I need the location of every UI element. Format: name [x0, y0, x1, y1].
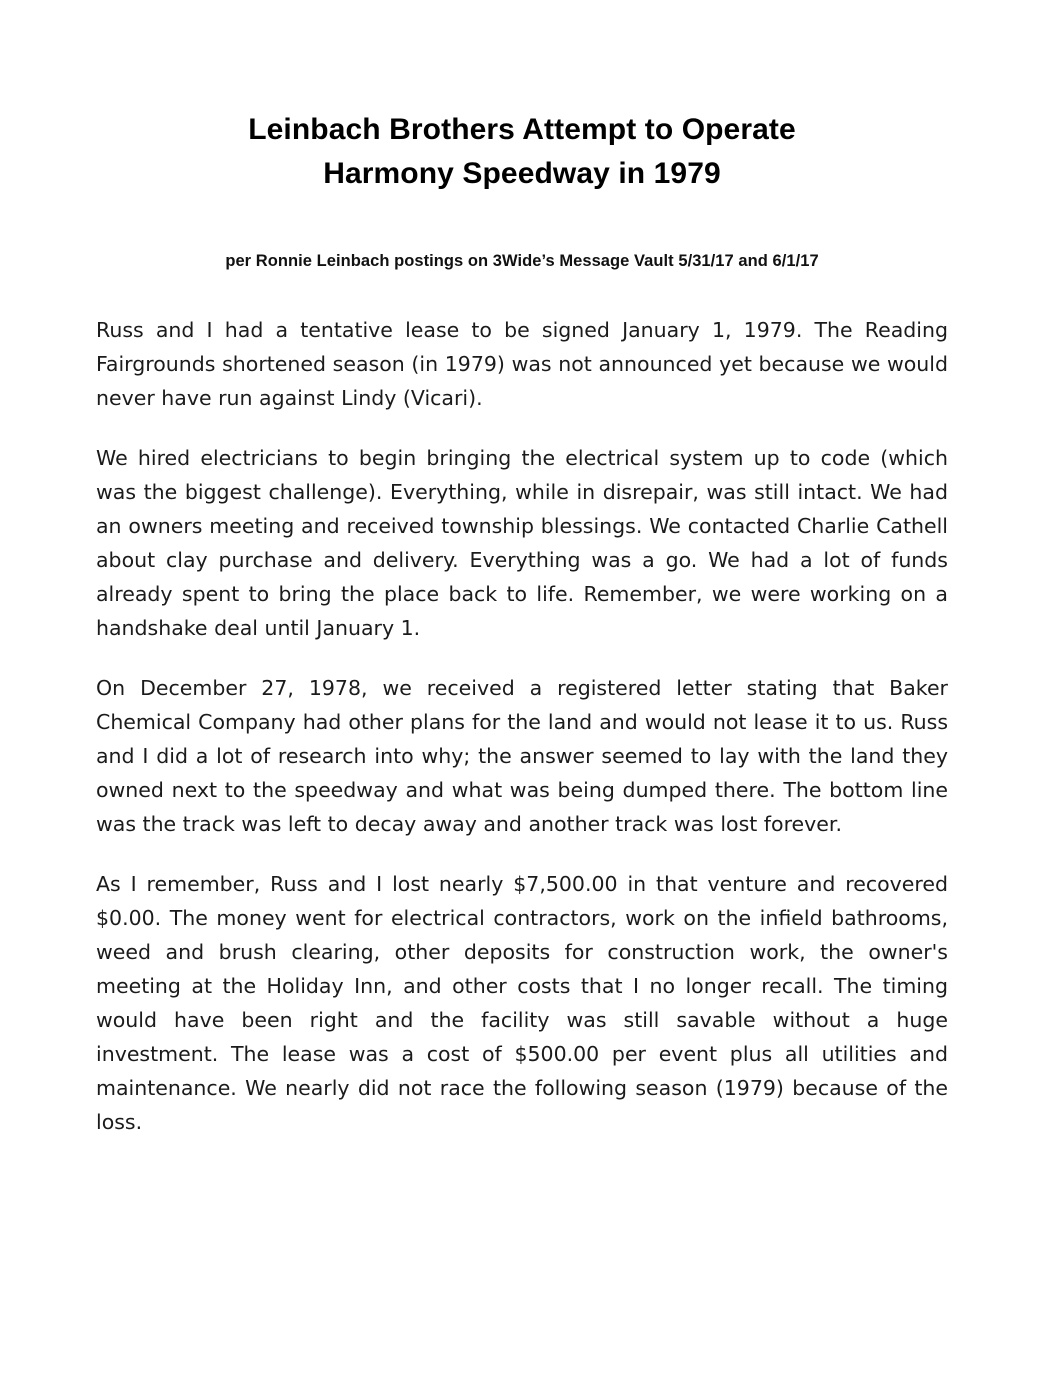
title-line-2: Harmony Speedway in 1979 — [323, 157, 721, 190]
body-paragraph: On December 27, 1978, we received a registered letter stating that Baker Chemical Company had other plans for the land and would not lease it to us. Russ and I did a lot of research into why; the answer seemed to lay with the land they owned next to the speedway and what was being dumped there. The bottom line was the track was left to decay away and another track was lost forever. — [96, 676, 948, 836]
page-title — [0, 108, 1044, 196]
body-paragraph: As I remember, Russ and I lost nearly $7,500.00 in that venture and recovered $0.00. The money went for electrical contractors, work on the infield bathrooms, weed and brush clearing, other deposits for construction work, the owner's meeting at the Holiday Inn, and other costs that I no longer recall. The timing would have been right and the facility was still savable without a huge investment. The lease was a cost of $500.00 per event plus all utilities and maintenance. We nearly did not race the following season (1979) because of the loss. — [96, 872, 948, 1134]
body-paragraph: We hired electricians to begin bringing the electrical system up to code (which was the biggest challenge). Everything, while in disrepair, was still intact. We had an owners meeting and received township blessings. We contacted Charlie Cathell about clay purchase and delivery. Everything was a go. We had a lot of funds already spent to bring the place back to life. Remember, we were working on a handshake deal until January 1. — [96, 446, 948, 640]
document-body — [0, 313, 1044, 1139]
document-subtitle: per Ronnie Leinbach postings on 3Wide’s Message Vault 5/31/17 and 6/1/17 — [225, 252, 819, 270]
title-line-1: Leinbach Brothers Attempt to Operate — [248, 113, 796, 146]
body-paragraph: Russ and I had a tentative lease to be signed January 1, 1979. The Reading Fairgrounds shortened season (in 1979) was not announced yet because we would never have run against Lindy (Vicari). — [96, 318, 948, 410]
